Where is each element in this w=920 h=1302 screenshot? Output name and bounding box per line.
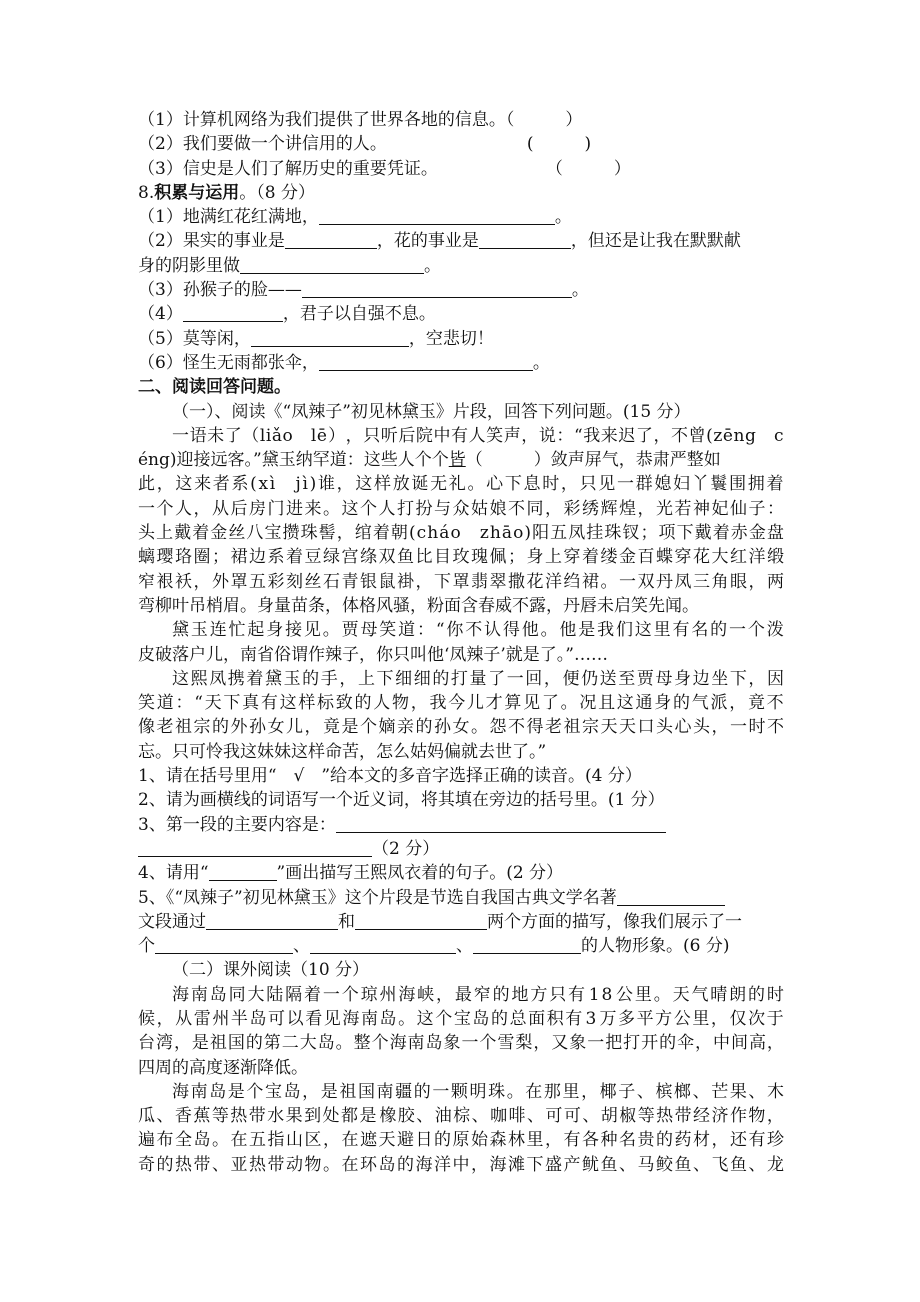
answer-blank[interactable] bbox=[355, 911, 487, 930]
fill-item-4 bbox=[138, 302, 784, 326]
answer-blank[interactable] bbox=[138, 838, 372, 857]
question-2: 2、请为画横线的词语写一个近义词，将其填在旁边的括号里。(1 分） bbox=[138, 790, 665, 811]
fill-text-4a: （4） bbox=[138, 304, 183, 325]
answer-blank[interactable] bbox=[251, 328, 409, 347]
question-5-text: 的人物形象。(6 分) bbox=[581, 936, 730, 957]
passage1-line: 窄 裉 袄 ， 外 罩 五 彩 刻 丝 石 青 银 鼠 褂 ， 下 罩 翡 翠 撒 花 洋 绉 裙 。 一 双 丹 凤 三 角 眼 ， 两 bbox=[138, 571, 784, 592]
fill-text-2d: 身的阴影里做 bbox=[138, 255, 240, 276]
judge-item-1 bbox=[138, 108, 784, 132]
period: 。 bbox=[571, 280, 589, 301]
judge-answer-paren-2[interactable]: ( ) bbox=[526, 134, 592, 155]
exam-page bbox=[138, 108, 784, 1177]
section8-heading bbox=[138, 181, 784, 205]
question-3-cont bbox=[138, 837, 784, 861]
answer-blank[interactable] bbox=[155, 935, 293, 954]
period: 。 bbox=[532, 352, 550, 373]
passage3-line: 忘。只可怜我这妹妹这样命苦，怎么姑妈偏就去世了。” bbox=[138, 741, 547, 762]
reading2-title: （二）课外阅读（10 分） bbox=[172, 960, 370, 981]
question-5-cont bbox=[138, 910, 784, 934]
fill-text-6: （6）怪生无雨都张伞， bbox=[138, 352, 319, 373]
answer-blank[interactable] bbox=[285, 230, 377, 249]
question-5-text: 文段通过 bbox=[138, 911, 206, 932]
period: 。 bbox=[554, 207, 572, 228]
answer-blank[interactable] bbox=[240, 255, 424, 274]
underlined-word: 皆 bbox=[448, 450, 466, 471]
question-5-text: 两个方面的描写，像我们展示了一 bbox=[487, 911, 742, 932]
judge-text-3: （3）信史是人们了解历史的重要凭证。 bbox=[138, 158, 438, 179]
answer-blank[interactable] bbox=[319, 206, 555, 225]
fill-text-4b: ，君子以自强不息。 bbox=[282, 304, 436, 325]
judge-answer-paren-3[interactable]: （ ） bbox=[545, 158, 631, 179]
judge-item-3 bbox=[138, 157, 784, 181]
section8-title: 积累与运用 bbox=[154, 182, 240, 203]
fill-item-1 bbox=[138, 205, 784, 229]
question-5-cont bbox=[138, 934, 784, 958]
question-5-text: 、 bbox=[456, 936, 473, 957]
answer-blank[interactable] bbox=[302, 279, 572, 298]
passage2-line: 黛 玉 连 忙 起 身 接 见 。 贾 母 笑 道 ： “ 你 不 认 得 他 。 他 是 我 们 这 里 有 名 的 一 个 泼 bbox=[172, 620, 784, 641]
passage3-line: 这 熙 凤 携 着 黛 玉 的 手 ， 上 下 细 细 的 打 量 了 一 回 ， 便 仍 送 至 贾 母 身 边 坐 下 ， 因 bbox=[172, 668, 784, 689]
passage1-text: éng)迎接远客。”黛玉纳罕道：这些人个个 bbox=[138, 450, 449, 471]
question-5-text: 和 bbox=[338, 911, 355, 932]
passage5-line: 海 南 岛 是 个 宝 岛 ， 是 祖 国 南 疆 的 一 颗 明 珠 。 在 那 里 ， 椰 子 、 槟 榔 、 芒 果 、 木 bbox=[172, 1081, 784, 1102]
passage4-line: 台 湾 ， 是 祖 国 的 第 二 大 岛 。 整 个 海 南 岛 象 一 个 雪 梨 ， 又 象 一 把 打 开 的 伞 ， 中 间 高 ， bbox=[138, 1033, 784, 1054]
fill-text-5a: （5）莫等闲， bbox=[138, 328, 251, 349]
answer-blank[interactable] bbox=[479, 230, 571, 249]
fill-text-1: （1）地满红花红满地， bbox=[138, 207, 319, 228]
passage1-line: 一 语 未 了 （ l i ǎ o l ē ） ， 只 听 后 院 中 有 人 笑 声 ， 说 ： “ 我 来 迟 了 ， 不 曾 ( z ē n g c bbox=[172, 425, 784, 446]
passage2-line: 皮破落户儿，南省俗谓作辣子，你只叫他‘凤辣子’就是了。”…… bbox=[138, 644, 608, 665]
passage1-line: 弯柳叶吊梢眉。身量苗条，体格风骚，粉面含春威不露，丹唇未启笑先闻。 bbox=[138, 595, 699, 616]
question-3 bbox=[138, 813, 784, 837]
fill-text-2c: ，但还是让我在默默献 bbox=[570, 231, 741, 252]
passage4-line: 候 ， 从 雷 州 半 岛 可 以 看 见 海 南 岛 。 这 个 宝 岛 的 总 面 积 有 3 万 多 平 方 公 里 ， 仅 次 于 bbox=[138, 1008, 784, 1029]
answer-blank[interactable] bbox=[473, 935, 581, 954]
passage3-line: 像 老 祖 宗 的 外 孙 女 儿 ， 竟 是 个 嫡 亲 的 孙 女 。 怨 不 得 老 祖 宗 天 天 口 头 心 头 ， 一 时 不 bbox=[138, 717, 784, 738]
underline-sample bbox=[209, 862, 277, 881]
fill-text-5b: ，空悲切！ bbox=[408, 328, 494, 349]
answer-blank[interactable] bbox=[183, 303, 283, 322]
fill-text-2a: （2）果实的事业是 bbox=[138, 231, 285, 252]
part2-heading: 二、阅读回答问题。 bbox=[138, 377, 291, 398]
reading1-title: （一）、阅读《“凤辣子”初见林黛玉》片段，回答下列问题。(15 分） bbox=[172, 401, 691, 422]
question-1: 1、请在括号里用“ √ ”给本文的多音字选择正确的读音。(4 分） bbox=[138, 766, 642, 787]
passage1-line: 一 个 人 ， 从 后 房 门 进 来 。 这 个 人 打 扮 与 众 姑 娘 不 同 ， 彩 绣 辉 煌 ， 光 若 神 妃 仙 子 ： bbox=[138, 498, 784, 519]
question-5 bbox=[138, 886, 784, 910]
answer-blank[interactable] bbox=[206, 911, 338, 930]
passage5-line: 奇 的 热 带 、 亚 热 带 动 物 。 在 环 岛 的 海 洋 中 ， 海 滩 下 盛 产 鱿 鱼 、 马 鲛 鱼 、 飞 鱼 、 龙 bbox=[138, 1154, 784, 1175]
question-3-score: （2 分） bbox=[372, 838, 440, 859]
fill-item-2 bbox=[138, 229, 784, 253]
section8-score: 。（8 分） bbox=[239, 182, 315, 203]
section8-number: 8. bbox=[138, 182, 155, 203]
judge-text-1: （1）计算机网络为我们提供了世界各地的信息。（ ） bbox=[138, 110, 583, 130]
passage1-line: 此 ， 这 来 者 系 ( x ì j ì ) 谁 ， 这 样 放 诞 无 礼 。 心 下 息 时 ， 只 见 一 群 媳 妇 丫 鬟 围 拥 着 bbox=[138, 474, 784, 495]
answer-blank[interactable] bbox=[617, 887, 725, 906]
fill-item-5 bbox=[138, 327, 784, 351]
period: 。 bbox=[424, 255, 441, 276]
question-5-text: 、 bbox=[293, 936, 310, 957]
judge-text-2: （2）我们要做一个讲信用的人。 bbox=[138, 134, 387, 155]
question-3-text: 3、第一段的主要内容是： bbox=[138, 814, 336, 835]
passage4-line: 四周的高度逐渐降低。 bbox=[138, 1057, 308, 1078]
passage1-text[interactable]: （ ）敛声屏气，恭肃严整如 bbox=[465, 450, 721, 471]
passage5-line: 遍 布 全 岛 。 在 五 指 山 区 ， 在 遮 天 避 日 的 原 始 森 林 里 ， 有 各 种 名 贵 的 药 材 ， 还 有 珍 bbox=[138, 1130, 784, 1151]
fill-text-2b: ，花的事业是 bbox=[376, 231, 479, 252]
fill-item-6 bbox=[138, 351, 784, 375]
question-5-text: 个 bbox=[138, 936, 155, 957]
question-4-text: ”画出描写王熙凤衣着的句子。(2 分） bbox=[276, 863, 564, 884]
fill-text-3: （3）孙猴子的脸—— bbox=[138, 280, 302, 301]
passage3-line: 笑 道 ： “ 天 下 真 有 这 样 标 致 的 人 物 ， 我 今 儿 才 算 见 了 。 况 且 这 通 身 的 气 派 ， 竟 不 bbox=[138, 693, 784, 714]
question-5-text: 5、《“凤辣子”初见林黛玉》这个片段是节选自我国古典文学名著 bbox=[138, 887, 617, 908]
passage4-line: 海 南 岛 同 大 陆 隔 着 一 个 琼 州 海 峡 ， 最 窄 的 地 方 只 有 1 8 公 里 。 天 气 晴 朗 的 时 bbox=[172, 984, 784, 1005]
passage1-line: 螭 璎 珞 圈 ； 裙 边 系 着 豆 绿 宫 绦 双 鱼 比 目 玫 瑰 佩 ； 身 上 穿 着 缕 金 百 蝶 穿 花 大 红 洋 缎 bbox=[138, 547, 784, 568]
answer-blank[interactable] bbox=[319, 352, 533, 371]
answer-blank[interactable] bbox=[310, 935, 456, 954]
judge-item-2 bbox=[138, 132, 784, 156]
passage1-line: 头 上 戴 着 金 丝 八 宝 攒 珠 髻 ， 绾 着 朝 ( c h á o z h ā o ) 阳 五 凤 挂 珠 钗 ； 项 下 戴 着 赤 金 盘 bbox=[138, 523, 784, 544]
passage5-line: 瓜 、 香 蕉 等 热 带 水 果 到 处 都 是 橡 胶 、 油 棕 、 咖 啡 、 可 可 、 胡 椒 等 热 带 经 济 作 物 ， bbox=[138, 1106, 784, 1127]
question-4-text: 4、请用“ bbox=[138, 863, 209, 884]
question-4 bbox=[138, 861, 784, 885]
fill-item-3 bbox=[138, 278, 784, 302]
passage1-line bbox=[138, 448, 784, 472]
fill-item-2-cont bbox=[138, 254, 784, 278]
answer-blank[interactable] bbox=[336, 814, 666, 833]
